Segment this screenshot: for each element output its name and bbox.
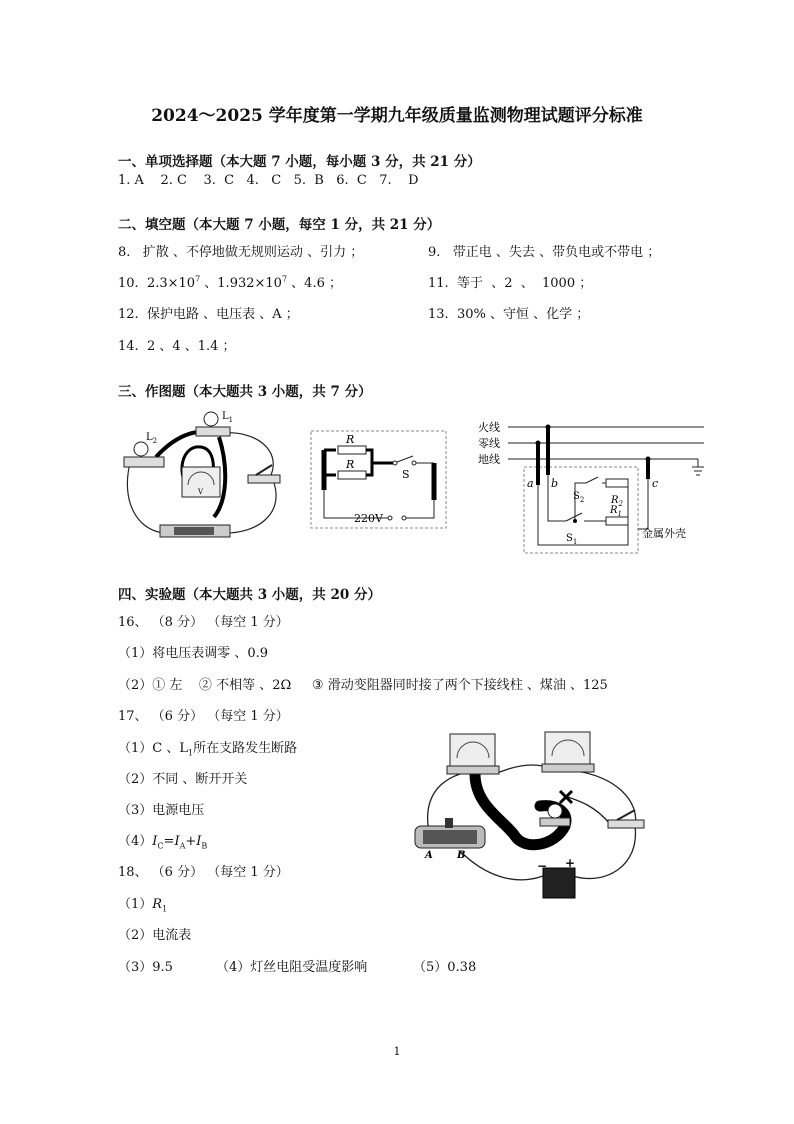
- q18-answer-2: （2）电流表: [118, 928, 192, 943]
- answer-q10: 10. $2.3\times 10^7$ 、$1.932\times 10^7$ 、4.6 ；: [118, 274, 342, 291]
- q18-answer-3: （3）9.5: [118, 960, 173, 975]
- resistor-r-top-label: R: [346, 433, 355, 446]
- q18-answer-5: （5）0.38: [413, 960, 477, 975]
- terminal-c-label: c: [652, 477, 659, 490]
- page-number: 1: [393, 1045, 401, 1058]
- answer-q11: 11. 等于 、2 、 1000 ；: [428, 276, 593, 291]
- live-wire-label: 火线: [478, 421, 500, 434]
- answer-q8: 8. 扩散 、不停地做无规则运动 、引力 ；: [118, 245, 364, 260]
- neutral-wire-label: 零线: [478, 437, 500, 450]
- q17-answer-2: （2）不同 、断开开关: [118, 772, 248, 787]
- section1-heading: 一、单项选择题（本大题 7 小题，每小题 3 分，共 21 分）: [118, 154, 481, 170]
- section1-answers: 1. A 2. C 3. C 4. C 5. B 6. C 7. D: [118, 173, 419, 188]
- ground-wire-label: 地线: [478, 453, 500, 466]
- section3-heading: 三、作图题（本大题共 3 小题，共 7 分）: [118, 384, 372, 400]
- figure-schematic-resistors: [310, 430, 448, 530]
- terminal-b-label: b: [551, 477, 559, 490]
- s1-label: $S_1$: [566, 533, 578, 546]
- rheostat-terminal-b: B: [457, 850, 466, 861]
- battery-minus: −: [537, 859, 548, 873]
- q17-header: 17、 （6 分） （每空 1 分）: [118, 709, 289, 724]
- q16-answer-1: （1）将电压表调零 、0.9: [118, 646, 269, 661]
- voltage-label: 220V: [354, 512, 383, 525]
- r2-label: $R_2$: [611, 495, 623, 508]
- figure-experiment-circuit: [405, 726, 660, 906]
- resistor-r-bottom-label: R: [346, 458, 355, 471]
- voltmeter-label: V: [198, 488, 204, 496]
- q18-header: 18、 （6 分） （每空 1 分）: [118, 865, 289, 880]
- l2-label: $L_2$: [146, 432, 158, 445]
- figure-circuit-lamps: [116, 405, 286, 547]
- answer-q12: 12. 保护电路 、电压表 、A ；: [118, 307, 299, 322]
- q18-answer-1: $(1)R_1$: [118, 897, 168, 914]
- q17-answer-3: （3）电源电压: [118, 803, 205, 818]
- q17-answer-1: （1）C 、$L_1$所在支路发生断路: [118, 741, 298, 758]
- section4-heading: 四、实验题（本大题共 3 小题，共 20 分）: [118, 587, 381, 603]
- q16-answer-2: （2）① 左 ② 不相等 、2Ω ③ 滑动变阻器同时接了两个下接线柱 、煤油 、125: [118, 678, 608, 693]
- figure-household-wiring: [478, 415, 718, 557]
- section2-heading: 二、填空题（本大题 7 小题，每空 1 分，共 21 分）: [118, 217, 441, 233]
- q17-answer-4: $(4)I_C=I_A+I_B$: [118, 834, 208, 851]
- terminal-a-label: a: [527, 477, 534, 490]
- page-title: 2024～2025 学年度第一学期九年级质量监测物理试题评分标准: [151, 106, 643, 126]
- metal-shell-label: 金属外壳: [642, 527, 686, 540]
- answer-q13: 13. 30% 、守恒 、化学 ；: [428, 307, 590, 322]
- s2-label: $S_2$: [573, 491, 585, 504]
- battery-plus: +: [565, 856, 576, 870]
- q16-header: 16、 （8 分） （每空 1 分）: [118, 615, 289, 630]
- rheostat-terminal-a: A: [425, 850, 433, 861]
- answer-q9: 9. 带正电 、失去 、带负电或不带电 ；: [428, 245, 661, 260]
- q18-answer-4: （4）灯丝电阻受温度影响: [216, 960, 368, 975]
- l1-label: $L_1$: [222, 411, 234, 424]
- r1-label: $R_1$: [610, 505, 622, 518]
- switch-s-label: S: [402, 468, 410, 481]
- answer-q14: 14. 2 、4 、1.4 ；: [118, 339, 236, 354]
